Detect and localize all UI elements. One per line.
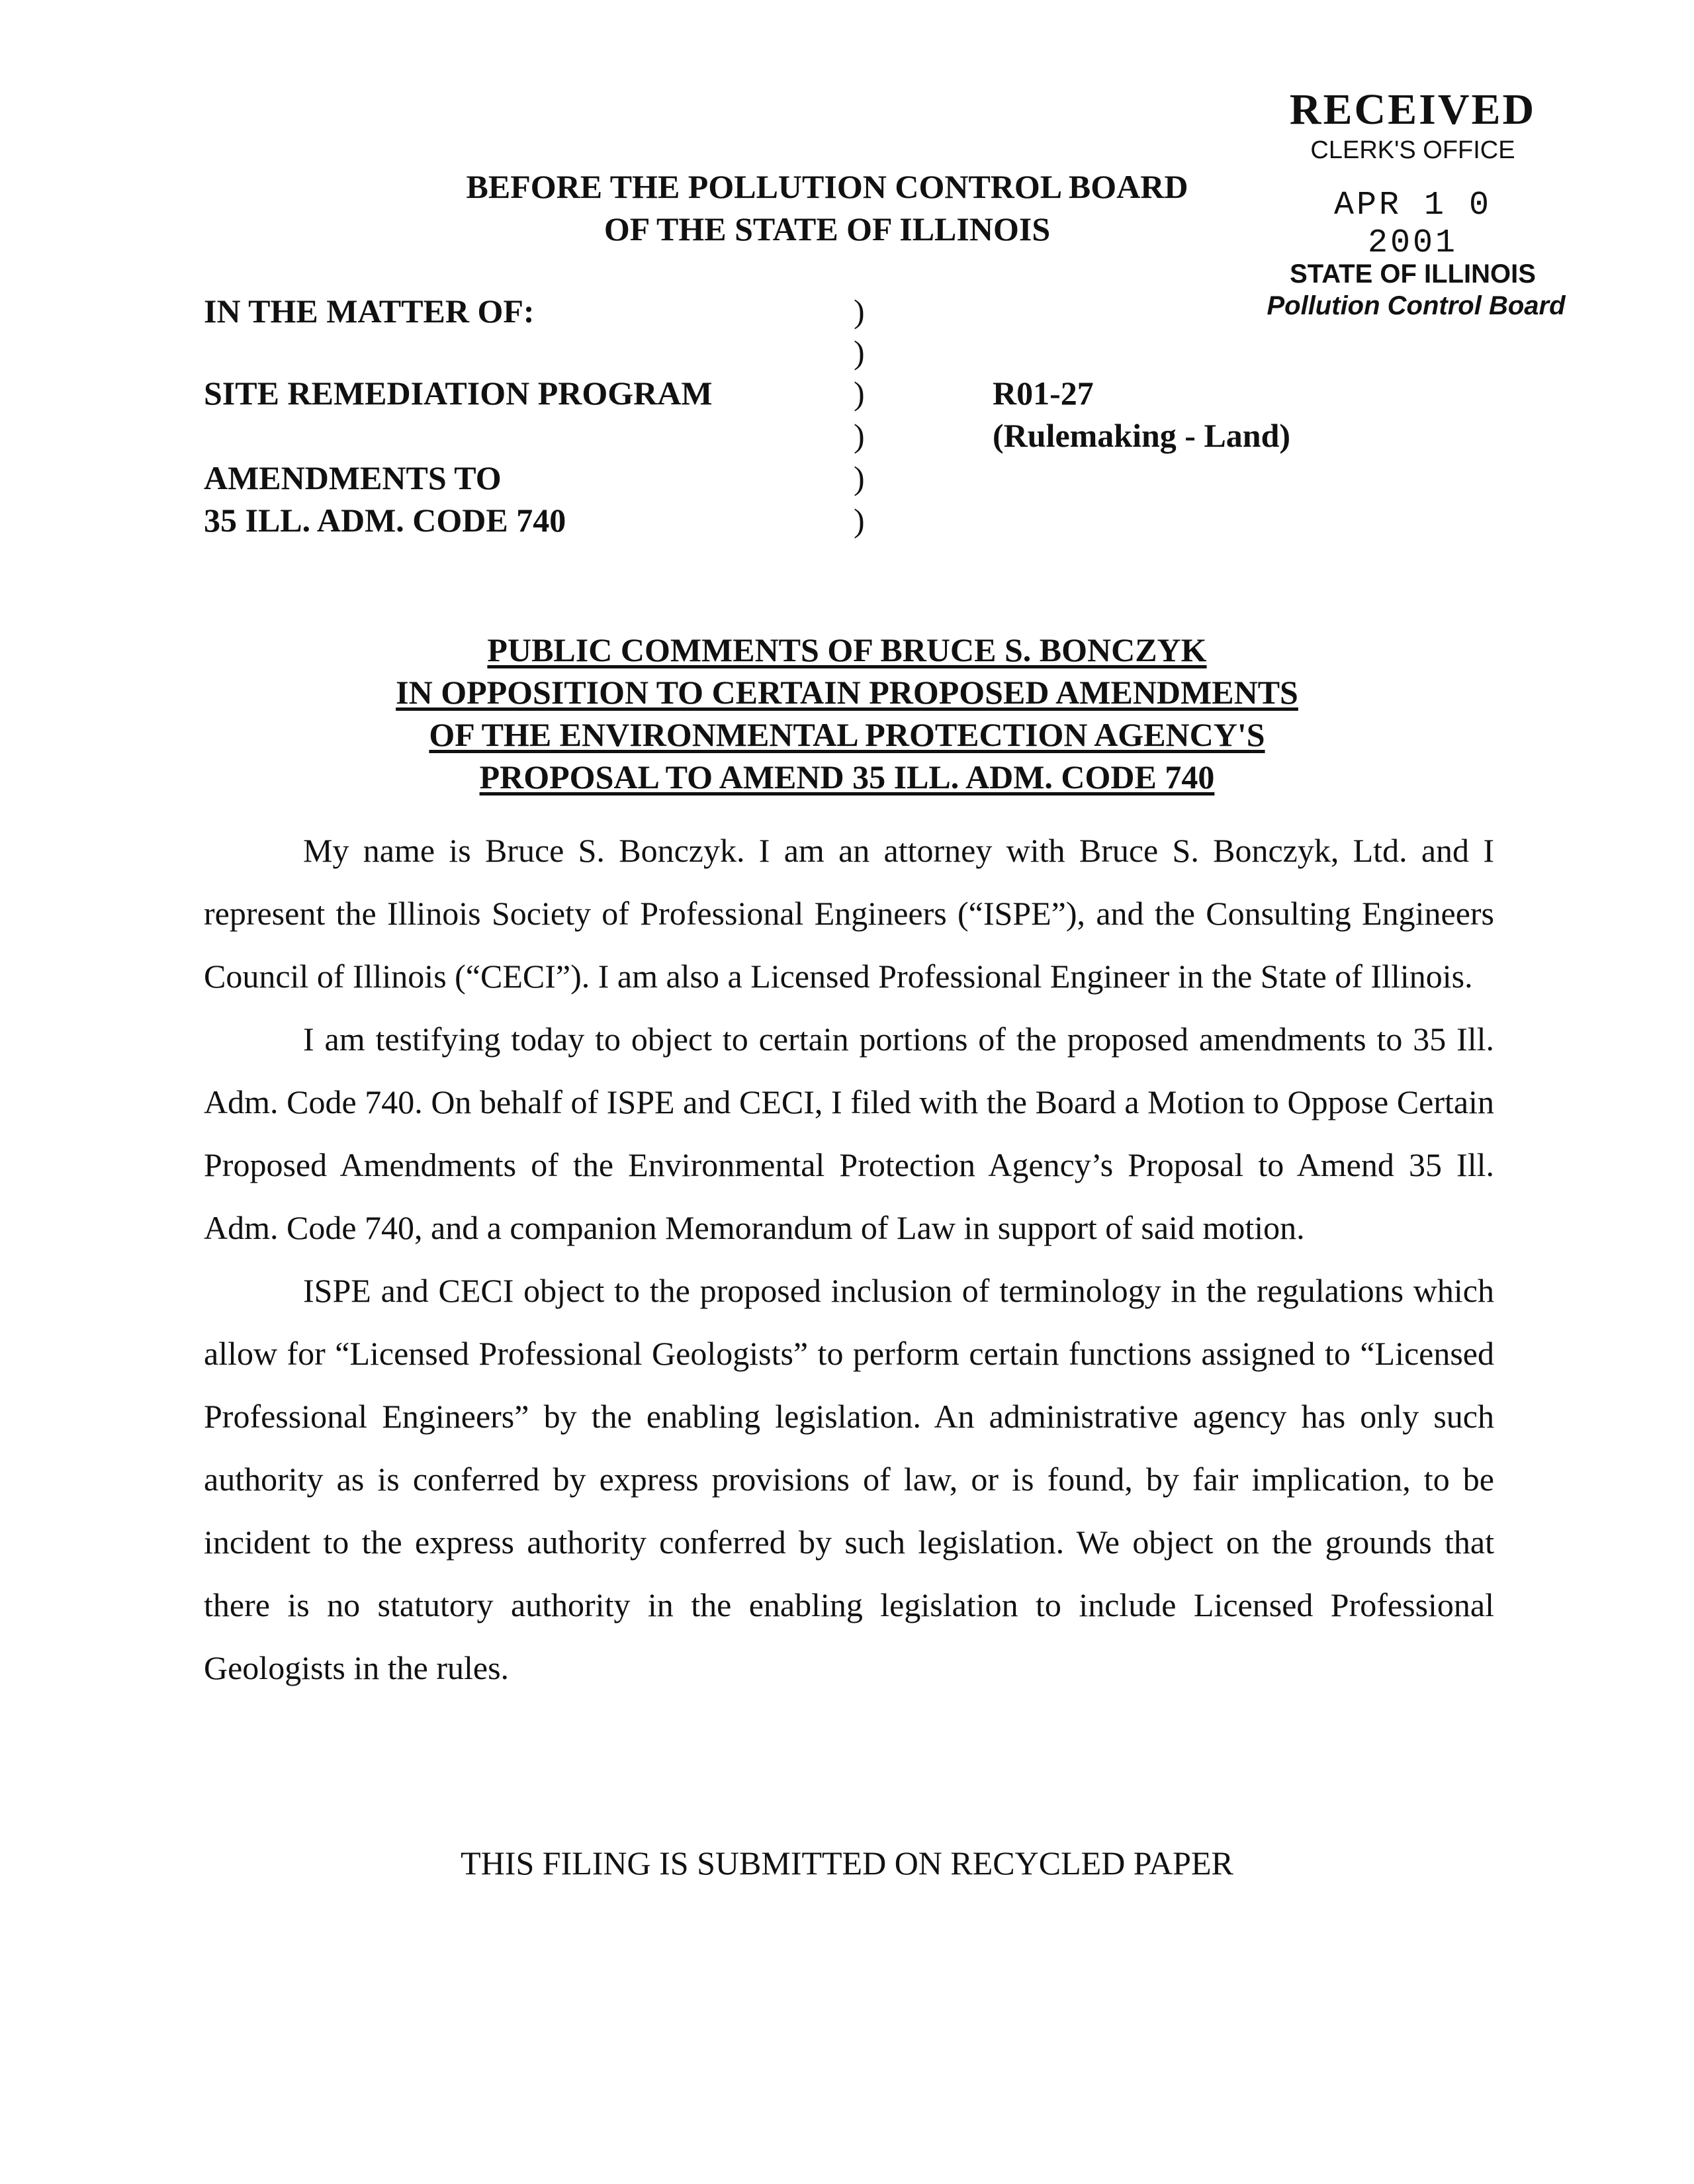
paragraph-objection: ISPE and CECI object to the proposed inclusion of terminology in the regulations which allow for “Licensed Professional Geologists” to perform certain functions assigned to “Licensed Professional Engineers” by the enabling legislation. An administrative agency has only such authority as is conferred by express provisions of law, or is found, by fair implication, to be incident to the express authority conferred by such legislation. We object on the grounds that there is no statutory authority in the enabling legislation to include Licensed Professional Geologists in the rules. [204, 1272, 1494, 1686]
received-stamp-title: RECEIVED [1289, 85, 1537, 134]
paragraph-testimony: I am testifying today to object to certain portions of the proposed amendments to 35 Ill. Adm. Code 740. On behalf of ISPE and CECI, I filed with the Board a Motion to Oppose Certain Proposed Amendments of the Environmental Protection Agency’s Proposal to Amend 35 Ill. Adm. Code 740, and a companion Memorandum of Law in support of said motion. [204, 1021, 1494, 1246]
caption-paren: ) [854, 502, 865, 539]
board-heading [397, 165, 1257, 250]
caption-code: 35 ILL. ADM. CODE 740 [204, 502, 566, 539]
caption-amendments: AMENDMENTS TO [204, 459, 502, 496]
docket-type: (Rulemaking - Land) [993, 417, 1291, 454]
document-title-line4: PROPOSAL TO AMEND 35 ILL. ADM. CODE 740 [479, 758, 1215, 796]
received-stamp-date: APR 1 0 2001 [1333, 187, 1492, 262]
received-stamp-board: Pollution Control Board [1267, 291, 1566, 320]
document-title-line3: OF THE ENVIRONMENTAL PROTECTION AGENCY'S [429, 716, 1265, 753]
caption-program: SITE REMEDIATION PROGRAM [204, 375, 713, 412]
caption-matter: IN THE MATTER OF: [204, 293, 535, 330]
caption-paren: ) [854, 293, 865, 330]
received-stamp-state: STATE OF ILLINOIS [1290, 259, 1536, 289]
body-text [204, 819, 1494, 1700]
recycled-paper-notice: THIS FILING IS SUBMITTED ON RECYCLED PAPER [461, 1844, 1233, 1882]
caption-paren: ) [854, 334, 865, 371]
board-heading-line1: BEFORE THE POLLUTION CONTROL BOARD [466, 168, 1188, 205]
paragraph-introduction: My name is Bruce S. Bonczyk. I am an attorney with Bruce S. Bonczyk, Ltd. and I represent the Illinois Society of Professional Engineers (“ISPE”), and the Consulting Engineers Council of Illinois (“CECI”). I am also a Licensed Professional Engineer in the State of Illinois. [204, 832, 1494, 995]
caption-paren: ) [854, 375, 865, 412]
caption-paren: ) [854, 459, 865, 496]
caption-paren: ) [854, 417, 865, 454]
document-title-line2: IN OPPOSITION TO CERTAIN PROPOSED AMENDMENTS [396, 674, 1298, 711]
document-title [199, 629, 1495, 798]
board-heading-line2: OF THE STATE OF ILLINOIS [603, 210, 1051, 248]
document-title-line1: PUBLIC COMMENTS OF BRUCE S. BONCZYK [487, 631, 1207, 668]
docket-number: R01-27 [993, 375, 1094, 412]
received-stamp-clerks-office: CLERK'S OFFICE [1310, 136, 1515, 164]
